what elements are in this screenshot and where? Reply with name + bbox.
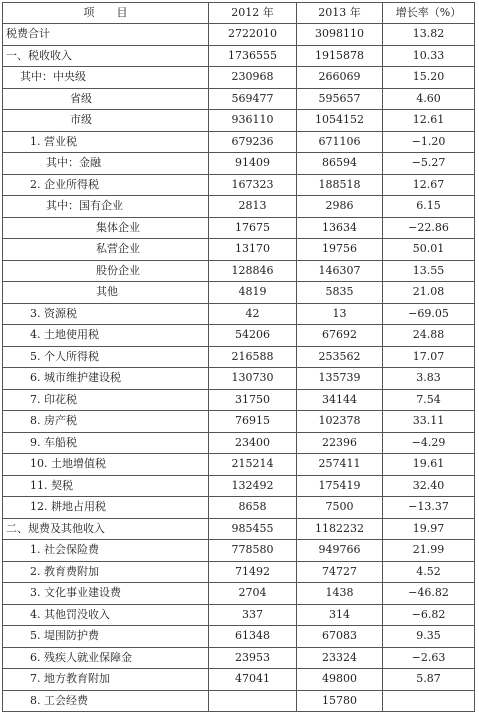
value-2013: 257411 [297,454,383,476]
value-2013: 671106 [297,131,383,153]
row-label: 私营企业 [3,239,209,261]
value-2013: 23324 [297,647,383,669]
growth-rate: −22.86 [383,217,475,239]
growth-rate: −13.37 [383,497,475,519]
value-2013: 7500 [297,497,383,519]
table-body [3,24,475,712]
table-row [3,282,475,304]
growth-rate: −2.63 [383,647,475,669]
row-label: 11. 契税 [3,475,209,497]
table-row [3,475,475,497]
growth-rate: 3.83 [383,368,475,390]
value-2012: 2813 [209,196,297,218]
value-2013: 266069 [297,67,383,89]
header-row [3,3,475,24]
value-2012: 8658 [209,497,297,519]
row-label: 4. 其他罚没收入 [3,604,209,626]
growth-rate: 9.35 [383,626,475,648]
value-2013: 1438 [297,583,383,605]
growth-rate: −46.82 [383,583,475,605]
growth-rate: −4.29 [383,432,475,454]
header-2013: 2013 年 [297,3,383,24]
growth-rate: 12.67 [383,174,475,196]
value-2012: 4819 [209,282,297,304]
row-label: 1. 社会保险费 [3,540,209,562]
value-2012: 985455 [209,518,297,540]
growth-rate: 21.99 [383,540,475,562]
value-2012: 42 [209,303,297,325]
growth-rate: −6.82 [383,604,475,626]
growth-rate: 13.82 [383,24,475,46]
value-2012: 569477 [209,88,297,110]
value-2013: 5835 [297,282,383,304]
growth-rate: 10.33 [383,45,475,67]
value-2013: 188518 [297,174,383,196]
growth-rate: 19.97 [383,518,475,540]
table-row [3,45,475,67]
growth-rate: 4.60 [383,88,475,110]
table-row [3,131,475,153]
table-row [3,583,475,605]
growth-rate: 24.88 [383,325,475,347]
table-row [3,454,475,476]
table-row [3,690,475,712]
value-2013: 34144 [297,389,383,411]
value-2012 [209,690,297,712]
value-2013: 19756 [297,239,383,261]
value-2012: 230968 [209,67,297,89]
table-row [3,518,475,540]
value-2013: 595657 [297,88,383,110]
table-row [3,67,475,89]
value-2013: 253562 [297,346,383,368]
value-2012: 679236 [209,131,297,153]
value-2012: 76915 [209,411,297,433]
header-item: 项 目 [3,3,209,24]
row-label: 6. 残疾人就业保障金 [3,647,209,669]
growth-rate: 21.08 [383,282,475,304]
growth-rate: 12.61 [383,110,475,132]
row-label: 7. 印花税 [3,389,209,411]
table-row [3,24,475,46]
row-label: 3. 文化事业建设费 [3,583,209,605]
value-2012: 2722010 [209,24,297,46]
value-2012: 936110 [209,110,297,132]
table-row [3,346,475,368]
growth-rate: 50.01 [383,239,475,261]
growth-rate: 17.07 [383,346,475,368]
row-label: 1. 营业税 [3,131,209,153]
value-2013: 74727 [297,561,383,583]
growth-rate: 7.54 [383,389,475,411]
value-2013: 67083 [297,626,383,648]
row-label: 其中：中央级 [3,67,209,89]
growth-rate: 6.15 [383,196,475,218]
value-2012: 167323 [209,174,297,196]
growth-rate: 13.55 [383,260,475,282]
value-2012: 337 [209,604,297,626]
value-2012: 130730 [209,368,297,390]
value-2012: 54206 [209,325,297,347]
value-2012: 778580 [209,540,297,562]
table-row [3,260,475,282]
row-label: 集体企业 [3,217,209,239]
table-row [3,540,475,562]
table-row [3,239,475,261]
table-row [3,153,475,175]
table-row [3,647,475,669]
row-label: 12. 耕地占用税 [3,497,209,519]
table-row [3,626,475,648]
value-2013: 86594 [297,153,383,175]
table-row [3,561,475,583]
value-2012: 61348 [209,626,297,648]
value-2012: 17675 [209,217,297,239]
row-label: 5. 堤围防护费 [3,626,209,648]
value-2013: 102378 [297,411,383,433]
row-label: 9. 车船税 [3,432,209,454]
row-label: 2. 教育费附加 [3,561,209,583]
table-row [3,325,475,347]
table-row [3,196,475,218]
growth-rate: 19.61 [383,454,475,476]
value-2012: 47041 [209,669,297,691]
value-2012: 31750 [209,389,297,411]
value-2012: 216588 [209,346,297,368]
growth-rate: −1.20 [383,131,475,153]
row-label: 税费合计 [3,24,209,46]
row-label: 其中：国有企业 [3,196,209,218]
row-label: 股份企业 [3,260,209,282]
value-2013: 949766 [297,540,383,562]
header-2012: 2012 年 [209,3,297,24]
growth-rate: −5.27 [383,153,475,175]
value-2012: 91409 [209,153,297,175]
row-label: 省级 [3,88,209,110]
table-row [3,110,475,132]
value-2012: 71492 [209,561,297,583]
value-2012: 13170 [209,239,297,261]
table-row [3,389,475,411]
table-row [3,303,475,325]
row-label: 2. 企业所得税 [3,174,209,196]
table-row [3,497,475,519]
value-2013: 22396 [297,432,383,454]
value-2013: 146307 [297,260,383,282]
value-2012: 215214 [209,454,297,476]
value-2012: 23400 [209,432,297,454]
value-2013: 175419 [297,475,383,497]
growth-rate: 5.87 [383,669,475,691]
row-label: 8. 工会经费 [3,690,209,712]
table-row [3,669,475,691]
value-2013: 1054152 [297,110,383,132]
value-2012: 1736555 [209,45,297,67]
value-2013: 1182232 [297,518,383,540]
value-2012: 2704 [209,583,297,605]
table-row [3,432,475,454]
row-label: 4. 土地使用税 [3,325,209,347]
growth-rate: −69.05 [383,303,475,325]
table-row [3,368,475,390]
row-label: 市级 [3,110,209,132]
table-row [3,174,475,196]
value-2013: 49800 [297,669,383,691]
row-label: 8. 房产税 [3,411,209,433]
growth-rate: 32.40 [383,475,475,497]
value-2012: 23953 [209,647,297,669]
growth-rate: 33.11 [383,411,475,433]
value-2013: 3098110 [297,24,383,46]
value-2012: 132492 [209,475,297,497]
row-label: 二、规费及其他收入 [3,518,209,540]
row-label: 一、税收收入 [3,45,209,67]
value-2013: 13 [297,303,383,325]
value-2012: 128846 [209,260,297,282]
value-2013: 13634 [297,217,383,239]
row-label: 6. 城市维护建设税 [3,368,209,390]
row-label: 其他 [3,282,209,304]
growth-rate: 4.52 [383,561,475,583]
value-2013: 67692 [297,325,383,347]
value-2013: 2986 [297,196,383,218]
growth-rate: 15.20 [383,67,475,89]
table-row [3,88,475,110]
value-2013: 1915878 [297,45,383,67]
tax-revenue-table [2,2,475,712]
header-growth: 增长率（%） [383,3,475,24]
row-label: 3. 资源税 [3,303,209,325]
value-2013: 15780 [297,690,383,712]
value-2013: 135739 [297,368,383,390]
row-label: 10. 土地增值税 [3,454,209,476]
table-row [3,217,475,239]
table-row [3,411,475,433]
row-label: 7. 地方教育附加 [3,669,209,691]
row-label: 其中：金融 [3,153,209,175]
table-row [3,604,475,626]
row-label: 5. 个人所得税 [3,346,209,368]
value-2013: 314 [297,604,383,626]
growth-rate [383,690,475,712]
